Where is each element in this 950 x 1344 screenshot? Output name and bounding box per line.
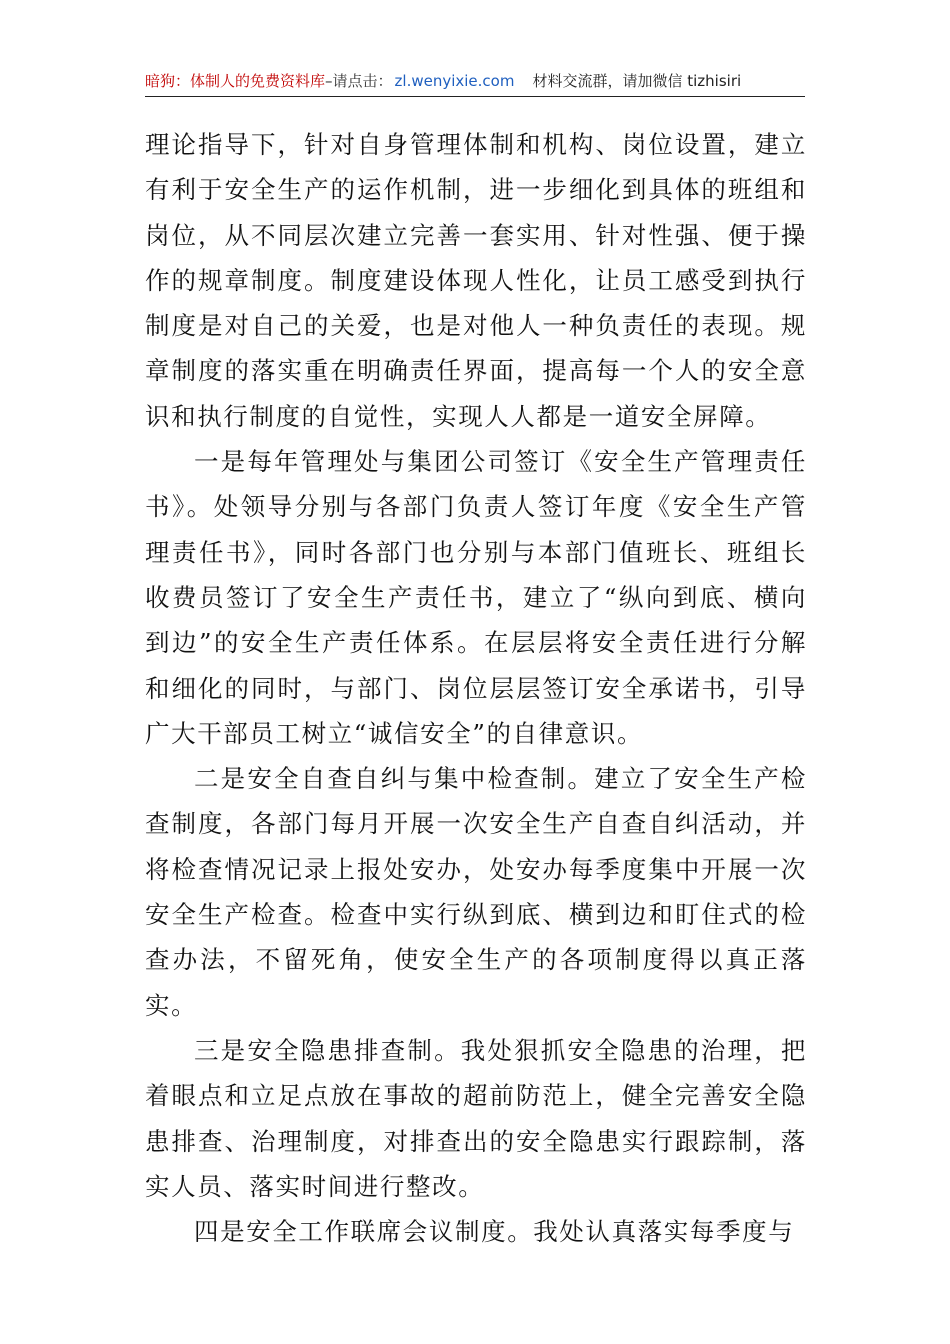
header-group-info: 材料交流群，请加微信 tizhisiri bbox=[532, 72, 742, 90]
header-prompt: –请点击： bbox=[325, 72, 393, 90]
paragraph-hazard-check: 三是安全隐患排查制。我处狠抓安全隐患的治理，把着眼点和立足点放在事故的超前防范上，健全完善安全隐患排查、治理制度，对排查出的安全隐患实行跟踪制，落实人员、落实时间进行整改。 bbox=[145, 1035, 807, 1201]
paragraph-self-inspection: 二是安全自查自纠与集中检查制。建立了安全生产检查制度，各部门每月开展一次安全生产自查自纠活动，并将检查情况记录上报处安办，处安办每季度集中开展一次安全生产检查。检查中实行纵到底、横到边和盯住式的检查办法，不留死角，使安全生产的各项制度得以真正落实。 bbox=[145, 764, 807, 1020]
paragraph-joint-meeting: 四是安全工作联席会议制度。我处认真落实每季度与 bbox=[194, 1217, 795, 1247]
header-brand-link[interactable]: 暗狗：体制人的免费资料库 bbox=[145, 72, 326, 90]
header-url-link[interactable]: zl.wenyixie.com bbox=[394, 72, 515, 90]
paragraph-responsibility-book: 一是每年管理处与集团公司签订《安全生产管理责任书》。处领导分别与各部门负责人签订年度《安全生产管理责任书》，同时各部门也分别与本部门值班长、班组长收费员签订了安全生产责任书，建立了“纵向到底、横向到边”的安全生产责任体系。在层层将安全责任进行分解和细化的同时，与部门、岗位层层签订安全承诺书，引导广大干部员工树立“诚信安全”的自律意识。 bbox=[145, 447, 807, 748]
paragraph-continuation: 理论指导下，针对自身管理体制和机构、岗位设置，建立有利于安全生产的运作机制，进一步细化到具体的班组和岗位，从不同层次建立完善一套实用、针对性强、便于操作的规章制度。制度建设体现人性化，让员工感受到执行制度是对自己的关爱，也是对他人一种负责任的表现。规章制度的落实重在明确责任界面，提高每一个人的安全意识和执行制度的自觉性，实现人人都是一道安全屏障。 bbox=[145, 130, 807, 431]
page-header bbox=[145, 66, 805, 97]
document-body bbox=[145, 122, 807, 1254]
